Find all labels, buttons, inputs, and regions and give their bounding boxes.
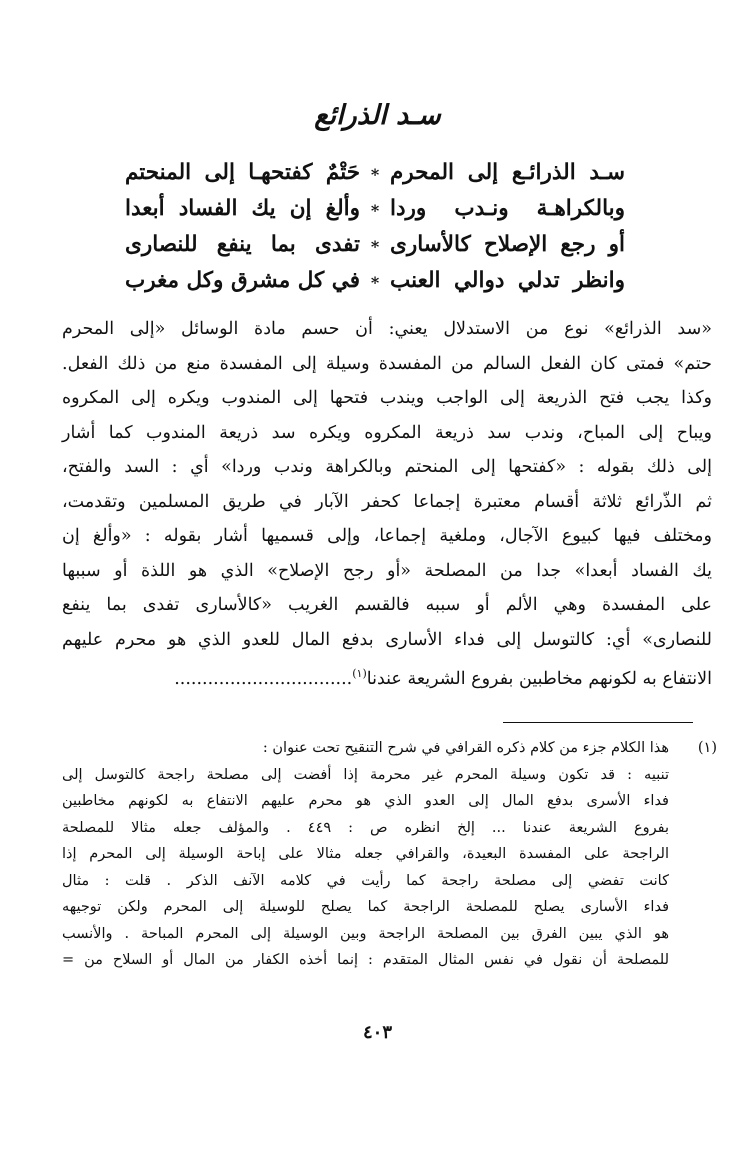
footnote-marker: (١): [697, 740, 717, 756]
verse-first-hemistich: سـد الذرائـع إلى المحرم: [390, 160, 625, 185]
verse-second-hemistich: في كل مشرق وكل مغرب: [125, 268, 360, 293]
verse-second-hemistich: حَتْمٌ كفتحهـا إلى المنحتم: [125, 160, 360, 185]
verse-first-hemistich: وبالكراهـة ونـدب وردا: [390, 196, 625, 221]
commentary-line: ثم الذّرائع ثلاثة أقسام معتبرة إجماعا كحفر الآبار في طريق المسلمين وتقدمت،: [62, 491, 712, 512]
footnote-line: بفروع الشريعة عندنا ... إلخ انظره ص : ٤٤٩ . والمؤلف جعله مثالا للمصلحة: [62, 819, 669, 836]
page-title: سـد الذرائع: [314, 100, 441, 131]
verse-second-hemistich: وألغ إن يك الفساد أبعدا: [125, 196, 360, 221]
commentary-line: للنصارى» أي: كالتوسل إلى فداء الأسارى بدفع المال للعدو الذي هو محرم عليهم: [62, 629, 712, 650]
page-number: ٤٠٣: [362, 1022, 392, 1043]
footnote-line: فداء الأسرى بدفع المال إلى العدو الذي هو محرم عليهم الانتفاع به لكونهم مخاطبين: [62, 793, 669, 809]
footnote-line: كانت تفضي إلى مصلحة راجحة كما رأيت في كلامه الآنف الذكر . قلت : مثال: [62, 872, 669, 889]
footnote-line: فداء الأسارى يصلح للمصلحة الراجحة كما يصلح للوسيلة إلى المحرم ولكن توجيهه: [62, 899, 669, 915]
commentary-line: إلى ذلك بقوله : «كفتحها إلى المنحتم وبالكراهة وندب وردا» أي : السد والفتح،: [62, 457, 712, 477]
verse-separator-star: *: [370, 201, 380, 220]
footnote-line: هذا الكلام جزء من كلام ذكره القرافي في شرح التنقيح تحت عنوان :: [262, 740, 669, 756]
verse-separator-star: *: [370, 165, 380, 184]
footnote-line: هو الذي يبين الفرق بين المصلحة الراجحة وبين الوسيلة إلى المحرم المباحة . والأنسب: [62, 925, 669, 942]
footnote-line: للمصلحة أن نقول في نفس المثال المتقدم : إنما أخذه الكفار من المال أو السلاح من =: [62, 952, 669, 968]
footnote-reference[interactable]: (١): [352, 667, 367, 680]
commentary-last-line: [62, 657, 712, 696]
poem-block: [125, 160, 625, 304]
footnote-line: الراجحة على المفسدة البعيدة، والقرافي جعله مثالا على إباحة الوسيلة إلى المحرم إذا: [62, 846, 669, 862]
commentary-line: على المفسدة وهي الألم أو سببه فالقسم الغريب «كالأسارى تفدى بما ينفع: [62, 595, 712, 615]
verse-second-hemistich: تفدى بما ينفع للنصارى: [125, 232, 360, 257]
verse-first-hemistich: أو رجع الإصلاح كالأسارى: [390, 232, 625, 257]
poem-verse: [125, 268, 625, 304]
poem-verse: [125, 196, 625, 232]
verse-separator-star: *: [370, 273, 380, 292]
footnote-divider: [503, 722, 693, 723]
verse-separator-star: *: [370, 237, 380, 256]
commentary-line-text: الانتفاع به لكونهم مخاطبين بفروع الشريعة عندنا: [366, 668, 712, 689]
trailing-dots: ................................: [174, 668, 353, 689]
commentary-line: ومختلف فيها كبيوع الآجال، وملغية إجماعا، وإلى قسميها أشار بقوله : «وألغ إن: [62, 526, 712, 546]
commentary-line: «سد الذرائع» نوع من الاستدلال يعني: أن حسم مادة الوسائل «إلى المحرم: [62, 319, 712, 339]
commentary-line: حتم» فمتى كان الفعل السالم من المفسدة وسيلة إلى المفسدة منع من ذلك الفعل.: [62, 353, 712, 374]
poem-verse: [125, 232, 625, 268]
footnote-text: [62, 735, 669, 974]
commentary-line: يك الفساد أبعدا» جدا من المصلحة «أو رجح الإصلاح» الذي هو اللذة أو سببها: [62, 560, 712, 581]
commentary-line: ويباح إلى المباح، وندب سد ذريعة المكروه ويكره سد ذريعة المندوب كما أشار: [62, 422, 712, 443]
commentary-text: [62, 312, 712, 696]
commentary-line: وكذا يجب فتح الذريعة إلى الواجب ويندب فتحها إلى المندوب ويكره إلى المكروه: [62, 388, 712, 408]
footnote-line: تنبيه : قد تكون وسيلة المحرم غير محرمة إذا أفضت إلى مصلحة راجحة كالتوسل إلى: [62, 766, 669, 783]
poem-verse: [125, 160, 625, 196]
verse-first-hemistich: وانظر تدلي دوالي العنب: [390, 268, 625, 293]
